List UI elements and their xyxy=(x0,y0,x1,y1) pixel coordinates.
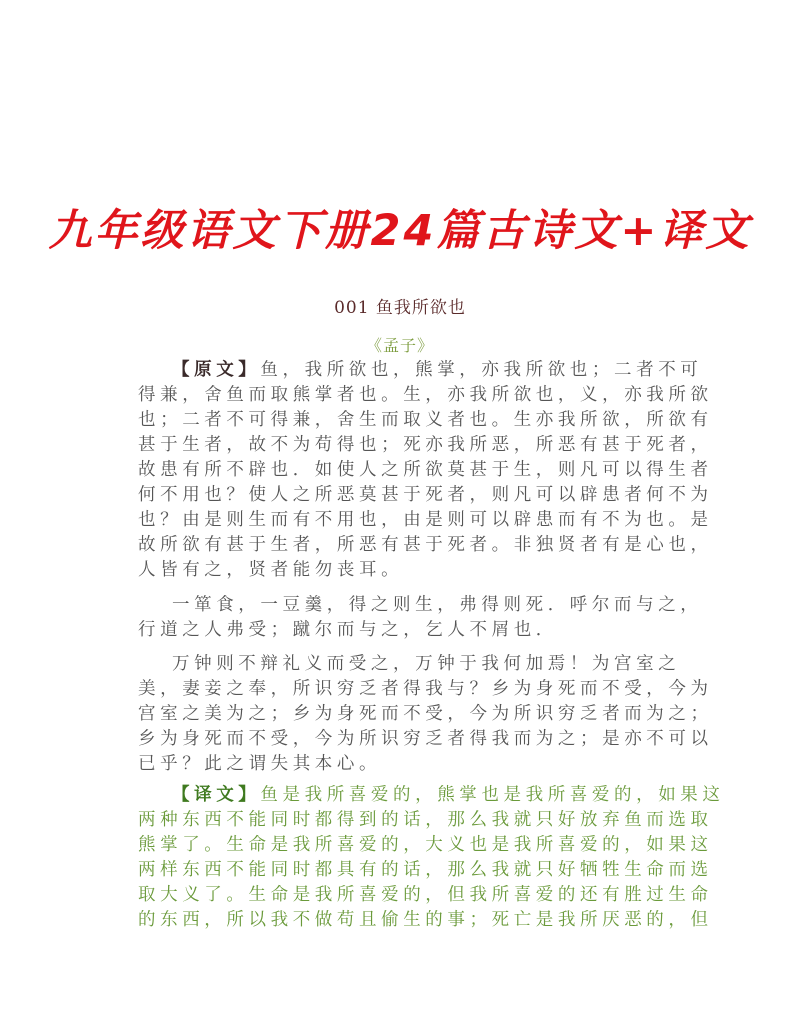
text-line: 【原文】鱼，我所欲也，熊掌，亦我所欲也；二者不可 xyxy=(172,360,703,380)
original-paragraph-2 xyxy=(138,593,703,643)
section-author: 《孟子》 xyxy=(365,336,434,355)
text-line: 美，妻妾之奉，所识穷乏者得我与？乡为身死而不受，今为 xyxy=(138,679,713,699)
text-line: 也；二者不可得兼，舍生而取义者也。生亦我所欲，所欲有 xyxy=(138,410,713,430)
text-line: 行道之人弗受；蹴尔而与之，乞人不屑也． xyxy=(138,620,558,640)
original-label: 【原文】 xyxy=(172,360,261,380)
text-line: 万钟则不辩礼义而受之，万钟于我何加焉！为宫室之 xyxy=(172,654,681,674)
original-paragraph-1 xyxy=(138,358,713,583)
text-line: 两种东西不能同时都得到的话，那么我就只好放弃鱼而选取 xyxy=(138,810,713,830)
translation-paragraph xyxy=(138,783,725,933)
text-line: 已乎？此之谓失其本心。 xyxy=(138,754,382,774)
text-line: 【译文】鱼是我所喜爱的，熊掌也是我所喜爱的，如果这 xyxy=(172,785,725,805)
text-line: 故所欲有甚于生者，所恶有甚于死者。非独贤者有是心也， xyxy=(138,535,713,555)
document-title: 九年级语文下册24篇古诗文+译文 xyxy=(48,206,752,256)
text-line: 人皆有之，贤者能勿丧耳。 xyxy=(138,560,404,580)
text-line: 取大义了。生命是我所喜爱的，但我所喜爱的还有胜过生命 xyxy=(138,885,713,905)
text-line: 得兼，舍鱼而取熊掌者也。生，亦我所欲也，义，亦我所欲 xyxy=(138,385,713,405)
text-line: 甚于生者，故不为苟得也；死亦我所恶，所恶有甚于死者， xyxy=(138,435,713,455)
text-line: 乡为身死而不受，今为所识穷乏者得我而为之；是亦不可以 xyxy=(138,729,713,749)
text-line: 宫室之美为之；乡为身死而不受，今为所识穷乏者而为之； xyxy=(138,704,713,724)
text-line: 两样东西不能同时都具有的话，那么我就只好牺牲生命而选 xyxy=(138,860,713,880)
text-line: 也？由是则生而有不用也，由是则可以辟患而有不为也。是 xyxy=(138,510,713,530)
translation-label: 【译文】 xyxy=(172,785,261,805)
text-line: 的东西，所以我不做苟且偷生的事；死亡是我所厌恶的，但 xyxy=(138,910,713,930)
text-line: 何不用也？使人之所恶莫甚于死者，则凡可以辟患者何不为 xyxy=(138,485,713,505)
text-line: 一箪食，一豆羹，得之则生，弗得则死．呼尔而与之， xyxy=(172,595,703,615)
original-paragraph-3 xyxy=(138,652,713,777)
text-line: 熊掌了。生命是我所喜爱的，大义也是我所喜爱的，如果这 xyxy=(138,835,713,855)
text-line: 故患有所不辟也．如使人之所欲莫甚于生，则凡可以得生者 xyxy=(138,460,713,480)
section-title: 001 鱼我所欲也 xyxy=(334,298,466,318)
